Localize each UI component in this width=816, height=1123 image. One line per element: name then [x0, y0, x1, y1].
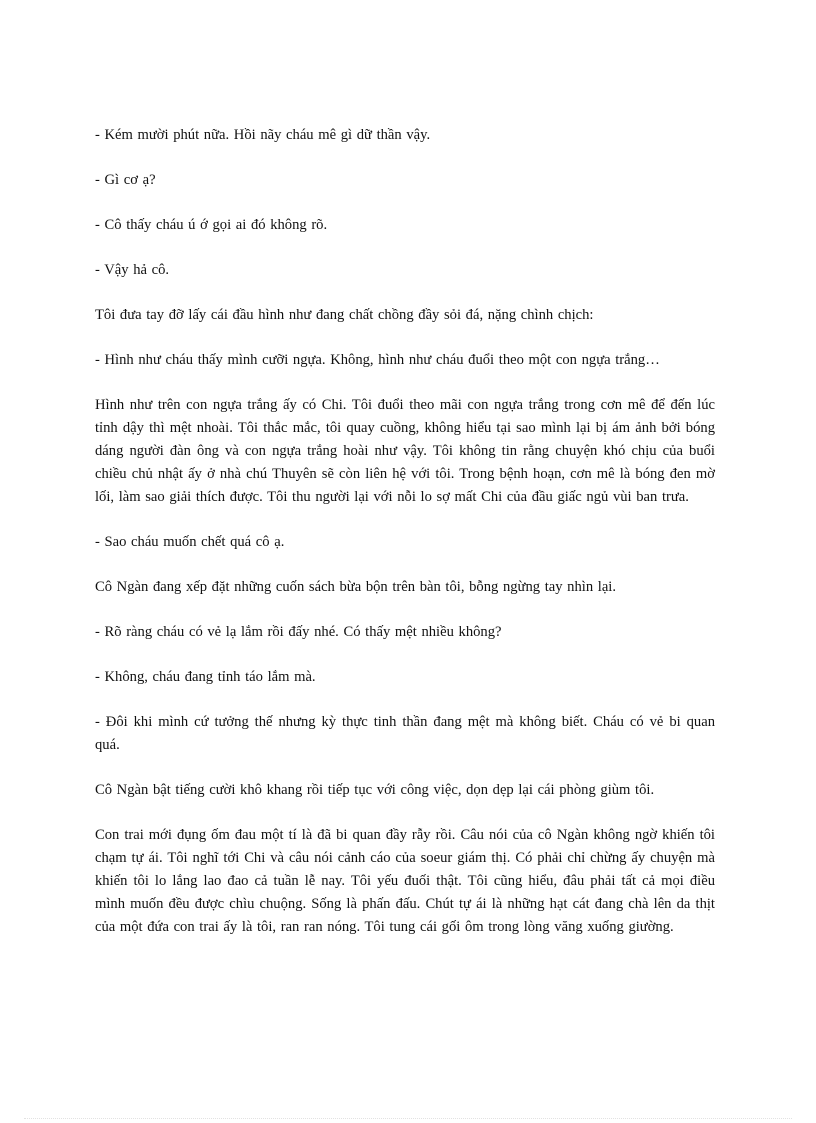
- paragraph-1: - Kém mười phút nữa. Hồi nãy cháu mê gì dữ thần vậy.: [95, 127, 431, 143]
- document-body: [95, 124, 715, 961]
- paragraph-12: - Đôi khi mình cứ tưởng thế nhưng kỳ thực tinh thần đang mệt mà không biết. Cháu có vẻ bi quan quá.: [95, 714, 715, 753]
- paragraph-14: Con trai mới đụng ốm đau một tí là đã bi quan đầy rẫy rồi. Câu nói của cô Ngàn không ngờ khiến tôi chạm tự ái. Tôi nghĩ tới Chi và câu nói cảnh cáo của soeur giám thị. Có phải chỉ chừng ấy chuyện mà khiến tôi lo lắng lao đao cả tuần lễ nay. Tôi yếu đuối thật. Tôi cũng hiểu, đâu phải tất cả mọi điều mình muốn đều được chìu chuộng. Sống là phấn đấu. Chút tự ái là những hạt cát đang chà lên da thịt của một đứa con trai ấy là tôi, ran ran nóng. Tôi tung cái gối ôm trong lòng văng xuống giường.: [95, 827, 715, 935]
- paragraph-10: - Rõ ràng cháu có vẻ lạ lắm rồi đấy nhé. Có thấy mệt nhiều không?: [95, 624, 502, 640]
- paragraph-13: Cô Ngàn bật tiếng cười khô khang rồi tiếp tục với công việc, dọn dẹp lại cái phòng giùm tôi.: [95, 782, 655, 798]
- paragraph-4: - Vậy hả cô.: [95, 262, 170, 278]
- paragraph-8: - Sao cháu muốn chết quá cô ạ.: [95, 534, 285, 550]
- paragraph-7: Hình như trên con ngựa trắng ấy có Chi. Tôi đuổi theo mãi con ngựa trắng trong cơn mê để đến lúc tỉnh dậy thì mệt nhoài. Tôi thắc mắc, tôi quay cuồng, không hiểu tại sao mình lại bị ám ảnh bởi bóng dáng người đàn ông và con ngựa trắng hoài như vậy. Tôi không tin rằng chuyện khó chịu của buổi chiều chủ nhật ấy ở nhà chú Thuyên sẽ còn liên hệ với tôi. Trong bệnh hoạn, cơn mê là bóng đen mờ lối, làm sao giải thích được. Tôi thu người lại với nỗi lo sợ mất Chi của đầu giấc ngủ vùi ban trưa.: [95, 397, 715, 505]
- paragraph-6: - Hình như cháu thấy mình cưỡi ngựa. Không, hình như cháu đuổi theo một con ngựa trắng…: [95, 352, 660, 368]
- paragraph-3: - Cô thấy cháu ú ớ gọi ai đó không rõ.: [95, 217, 328, 233]
- paragraph-9: Cô Ngàn đang xếp đặt những cuốn sách bừa bộn trên bàn tôi, bỗng ngừng tay nhìn lại.: [95, 579, 617, 595]
- paragraph-5: Tôi đưa tay đỡ lấy cái đầu hình như đang chất chồng đầy sỏi đá, nặng chình chịch:: [95, 307, 594, 323]
- paragraph-11: - Không, cháu đang tỉnh táo lắm mà.: [95, 669, 316, 685]
- paragraph-2: - Gì cơ ạ?: [95, 172, 156, 188]
- page-bottom-divider: [24, 1118, 792, 1119]
